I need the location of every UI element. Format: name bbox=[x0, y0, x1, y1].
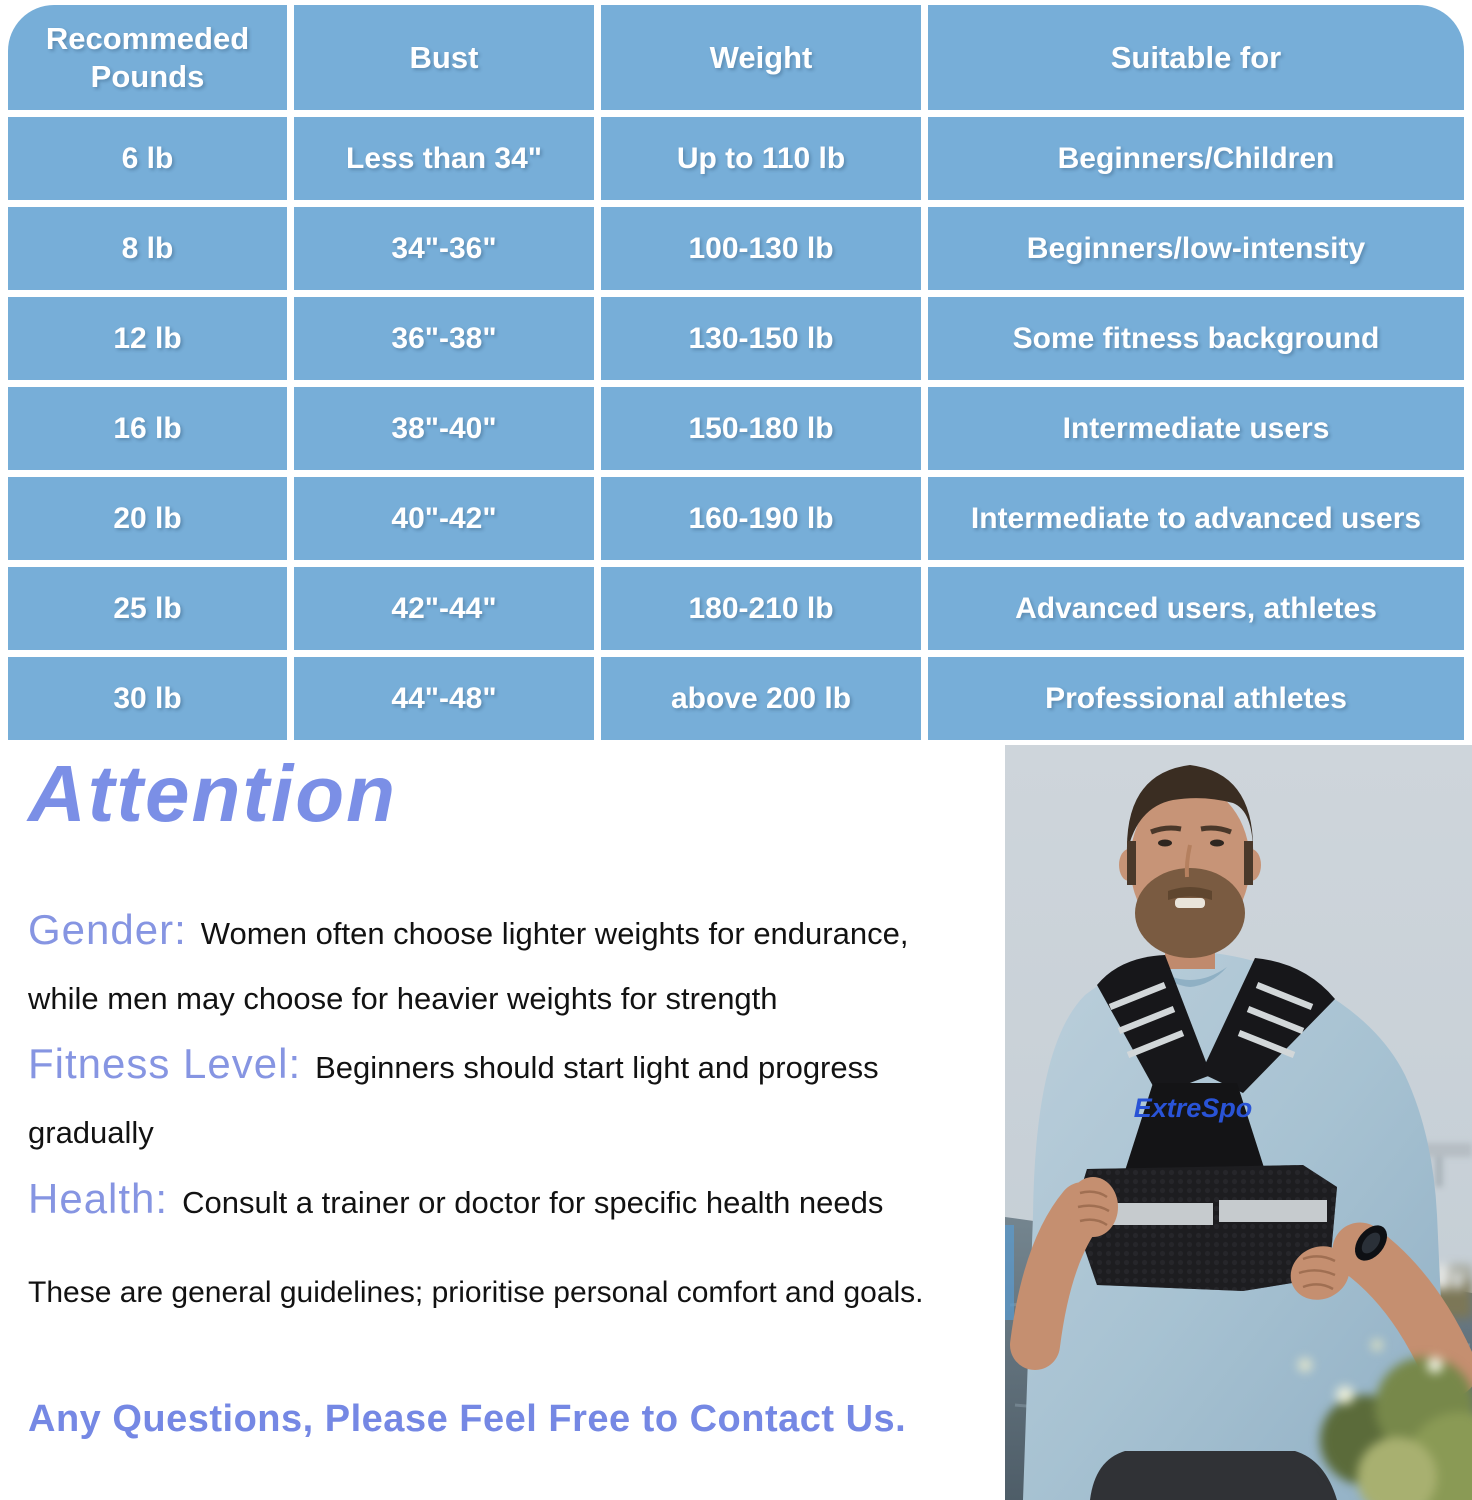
table-cell: 16 lb bbox=[8, 387, 287, 470]
smile-teeth bbox=[1175, 898, 1205, 908]
health-label: Health: bbox=[28, 1175, 169, 1222]
table-cell: 8 lb bbox=[8, 207, 287, 290]
table-cell: 38"-40" bbox=[294, 387, 594, 470]
fitness-level-text: Beginners should start light and progress gradually bbox=[28, 1050, 879, 1150]
shorts bbox=[1090, 1451, 1337, 1500]
table-cell: 100-130 lb bbox=[601, 207, 921, 290]
table-cell: above 200 lb bbox=[601, 657, 921, 740]
header-cell-suitable: Suitable for bbox=[928, 5, 1464, 110]
guidelines-note: These are general guidelines; prioritise personal comfort and goals. bbox=[28, 1276, 924, 1309]
header-cell-pounds: Recommeded Pounds bbox=[8, 5, 287, 110]
sideburn bbox=[1244, 841, 1253, 885]
table-cell: 6 lb bbox=[8, 117, 287, 200]
contact-line: Any Questions, Please Feel Free to Contact Us. bbox=[28, 1398, 907, 1440]
table-cell: Beginners/low-intensity bbox=[928, 207, 1464, 290]
table-cell: 40"-42" bbox=[294, 477, 594, 560]
eye bbox=[1158, 840, 1172, 847]
table-cell: 160-190 lb bbox=[601, 477, 921, 560]
health-text: Consult a trainer or doctor for specific health needs bbox=[182, 1185, 884, 1220]
gender-paragraph bbox=[28, 897, 973, 1031]
runner-illustration bbox=[1005, 745, 1472, 1500]
table-cell: 150-180 lb bbox=[601, 387, 921, 470]
size-table bbox=[8, 5, 1464, 740]
table-cell: 12 lb bbox=[8, 297, 287, 380]
product-photo bbox=[1005, 745, 1472, 1500]
attention-heading: Attention bbox=[28, 749, 398, 838]
gender-label: Gender: bbox=[28, 906, 187, 953]
table-cell: 130-150 lb bbox=[601, 297, 921, 380]
table-cell: Less than 34" bbox=[294, 117, 594, 200]
table-cell: Beginners/Children bbox=[928, 117, 1464, 200]
table-cell: 30 lb bbox=[8, 657, 287, 740]
table-cell: 36"-38" bbox=[294, 297, 594, 380]
pole bbox=[1005, 1225, 1014, 1320]
table-cell: Up to 110 lb bbox=[601, 117, 921, 200]
table-cell: Some fitness background bbox=[928, 297, 1464, 380]
header-cell-weight: Weight bbox=[601, 5, 921, 110]
fitness-paragraph bbox=[28, 1031, 973, 1165]
table-cell: Intermediate to advanced users bbox=[928, 477, 1464, 560]
table-cell: 42"-44" bbox=[294, 567, 594, 650]
fitness-level-label: Fitness Level: bbox=[28, 1040, 302, 1087]
gender-text: Women often choose lighter weights for endurance, while men may choose for heavier weights for strength bbox=[28, 916, 909, 1016]
table-cell: Advanced users, athletes bbox=[928, 567, 1464, 650]
table-cell: Professional athletes bbox=[928, 657, 1464, 740]
table-cell: 44"-48" bbox=[294, 657, 594, 740]
table-cell: 180-210 lb bbox=[601, 567, 921, 650]
reflective-chest-stripe bbox=[1219, 1200, 1327, 1222]
sideburn bbox=[1127, 841, 1136, 885]
table-cell: Intermediate users bbox=[928, 387, 1464, 470]
eye bbox=[1210, 840, 1224, 847]
table-cell: 34"-36" bbox=[294, 207, 594, 290]
beard bbox=[1135, 868, 1245, 958]
vest-logo: ExtreSpo bbox=[1133, 1093, 1253, 1123]
health-paragraph bbox=[28, 1166, 973, 1235]
table-cell: 20 lb bbox=[8, 477, 287, 560]
header-cell-bust: Bust bbox=[294, 5, 594, 110]
table-cell: 25 lb bbox=[8, 567, 287, 650]
